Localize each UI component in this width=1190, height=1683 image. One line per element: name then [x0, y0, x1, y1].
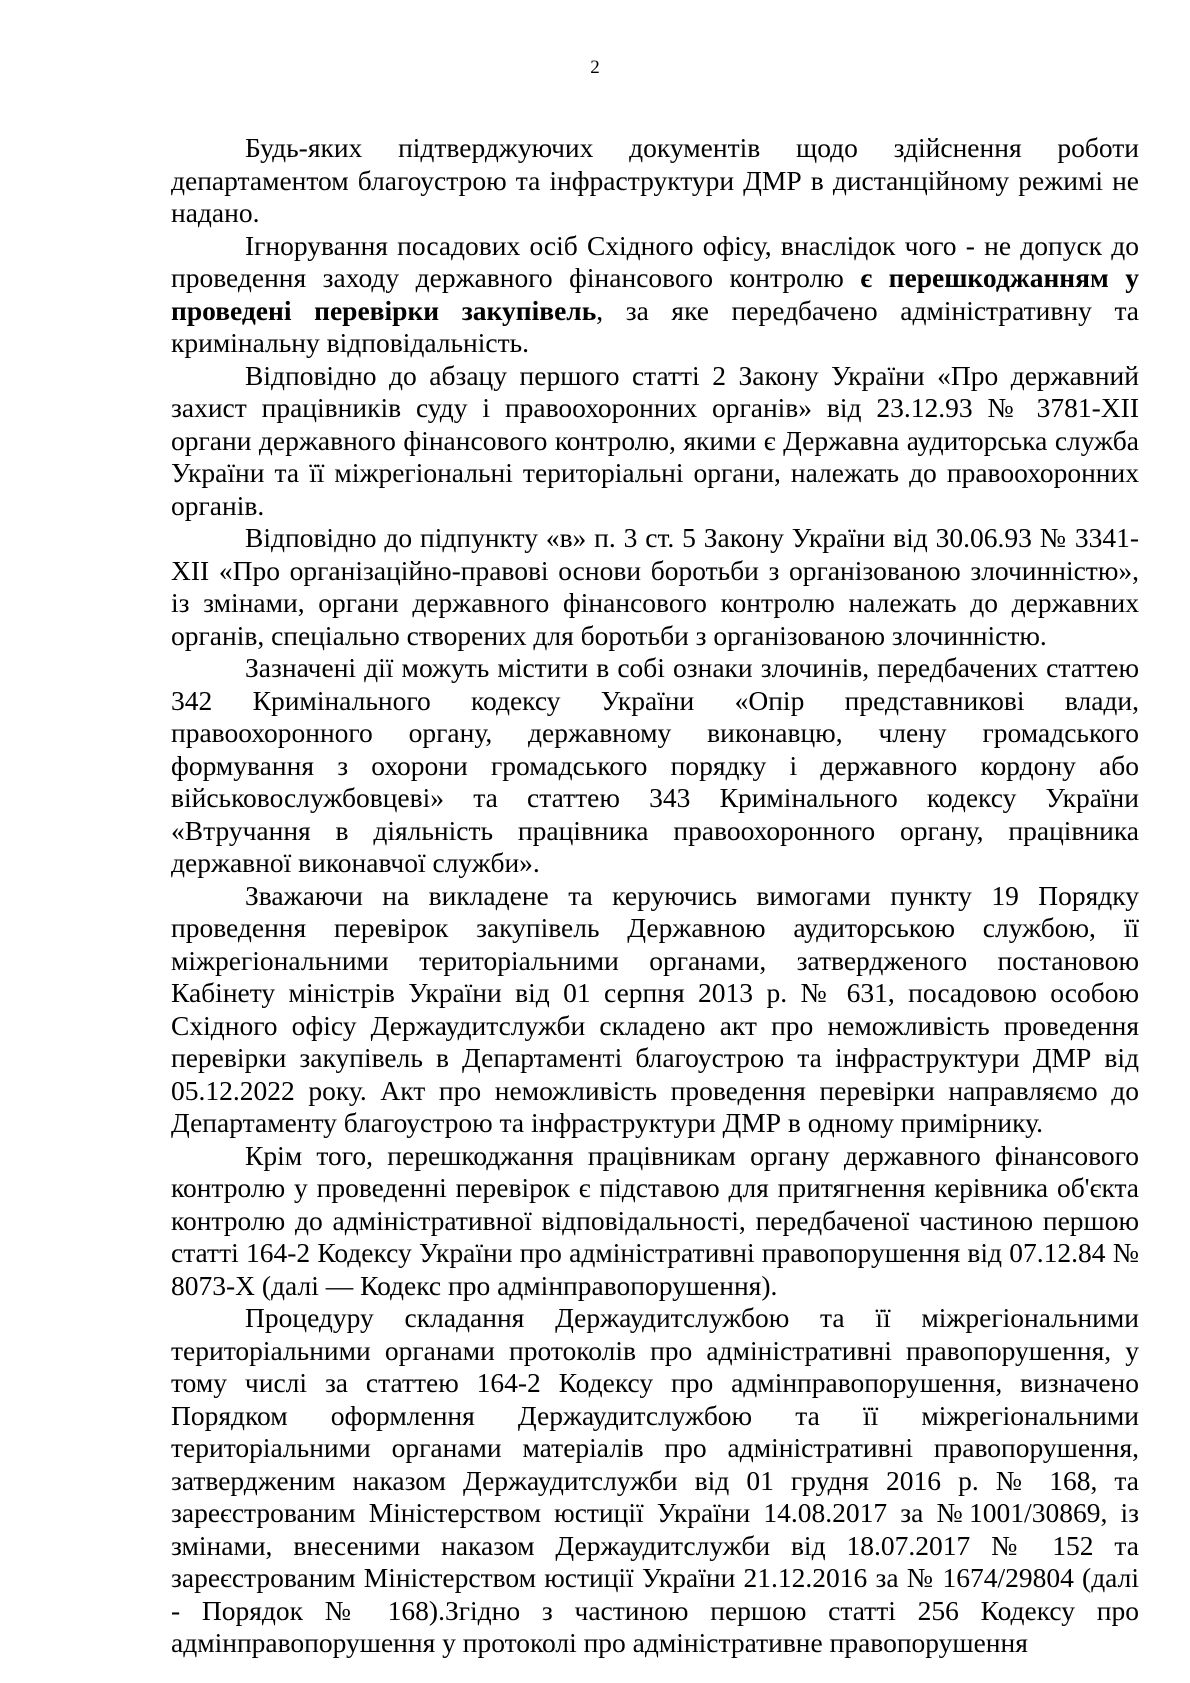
paragraph: [171, 652, 1139, 880]
text-segment: , за яке передбачено адміністративну та кримінальну відповідальність.: [171, 294, 1140, 358]
paragraph: [171, 1302, 1139, 1660]
bold-text: є перешкоджанням у проведені перевірки закупівель: [171, 262, 1139, 326]
page-number: 2: [590, 57, 600, 78]
paragraph: [171, 360, 1139, 523]
text-segment: Відповідно до абзацу першого статті 2 Закону України «Про державний захист працівників суду і правоохоронних органів» від 23.12.93 № 3781-XII органи державного фінансового контролю, якими є Державна аудиторська служба України та її міжрегіональні територіальні органи, належать до правоохоронних органів.: [171, 359, 1139, 521]
text-segment: Відповідно до підпункту «в» п. 3 ст. 5 Закону України від 30.06.93 № 3341-XII «Про організаційно-правові основи боротьби з організованою злочинністю», із змінами, органи державного фінансового контролю належать до державних органів, спеціально створених для боротьби з організованою злочинністю.: [171, 522, 1139, 651]
paragraph: [171, 880, 1139, 1140]
text-segment: Крім того, перешкоджання працівникам органу державного фінансового контролю у проведенні перевірок є підставою для притягнення керівника об'єкта контролю до адміністративної відповідальності, передбаченої частиною першою статті 164-2 Кодексу України про адміністративні правопорушення від 07.12.84 № 8073-X (далі — Кодекс про адмінправопорушення).: [171, 1139, 1139, 1301]
document-body: [171, 132, 1139, 1660]
text-segment: Зазначені дії можуть містити в собі ознаки злочинів, передбачених статтею 342 Кримінального кодексу України «Опір представникові влади, правоохоронного органу, державному виконавцю, члену громадського формування з охорони громадського порядку і державного кордону або військовослужбовцеві» та статтею 343 Кримінального кодексу України «Втручання в діяльність працівника правоохоронного органу, працівника державної виконавчої служби».: [171, 652, 1139, 878]
paragraph: [171, 1140, 1139, 1303]
text-segment: Ігнорування посадових осіб Східного офісу, внаслідок чого - не допуск до проведення заходу державного фінансового контролю: [171, 229, 1139, 293]
paragraph: [171, 132, 1139, 230]
text-segment: Зважаючи на викладене та керуючись вимогами пункту 19 Порядку проведення перевірок закупівель Державною аудиторською службою, її міжрегіональними територіальними органами, затвердженого постановою Кабінету міністрів України від 01 серпня 2013 р. № 631, посадовою особою Східного офісу Держаудитслужби складено акт про неможливість проведення перевірки закупівель в Департаменті благоустрою та інфраструктури ДМР від 05.12.2022 року. Акт про неможливість проведення перевірки направляємо до Департаменту благоустрою та інфраструктури ДМР в одному примірнику.: [171, 879, 1139, 1138]
text-segment: Будь-яких підтверджуючих документів щодо здійснення роботи департаментом благоустрою та інфраструктури ДМР в дистанційному режимі не надано.: [171, 132, 1139, 228]
paragraph: [171, 522, 1139, 652]
paragraph: [171, 230, 1139, 360]
text-segment: Процедуру складання Держаудитслужбою та її міжрегіональними територіальними органами протоколів про адміністративні правопорушення, у тому числі за статтею 164-2 Кодексу про адмінправопорушення, визначено Порядком оформлення Держаудитслужбою та її міжрегіональними територіальними органами матеріалів про адміністративні правопорушення, затвердженим наказом Держаудитслужби від 01 грудня 2016 р. № 168, та зареєстрованим Міністерством юстиції України 14.08.2017 за №1001/30869, із змінами, внесеними наказом Держаудитслужби від 18.07.2017 № 152 та зареєстрованим Міністерством юстиції України 21.12.2016 за № 1674/29804 (далі - Порядок № 168).Згідно з частиною першою статті 256 Кодексу про адмінправопорушення у протоколі про адміністративне правопорушення: [171, 1302, 1139, 1658]
